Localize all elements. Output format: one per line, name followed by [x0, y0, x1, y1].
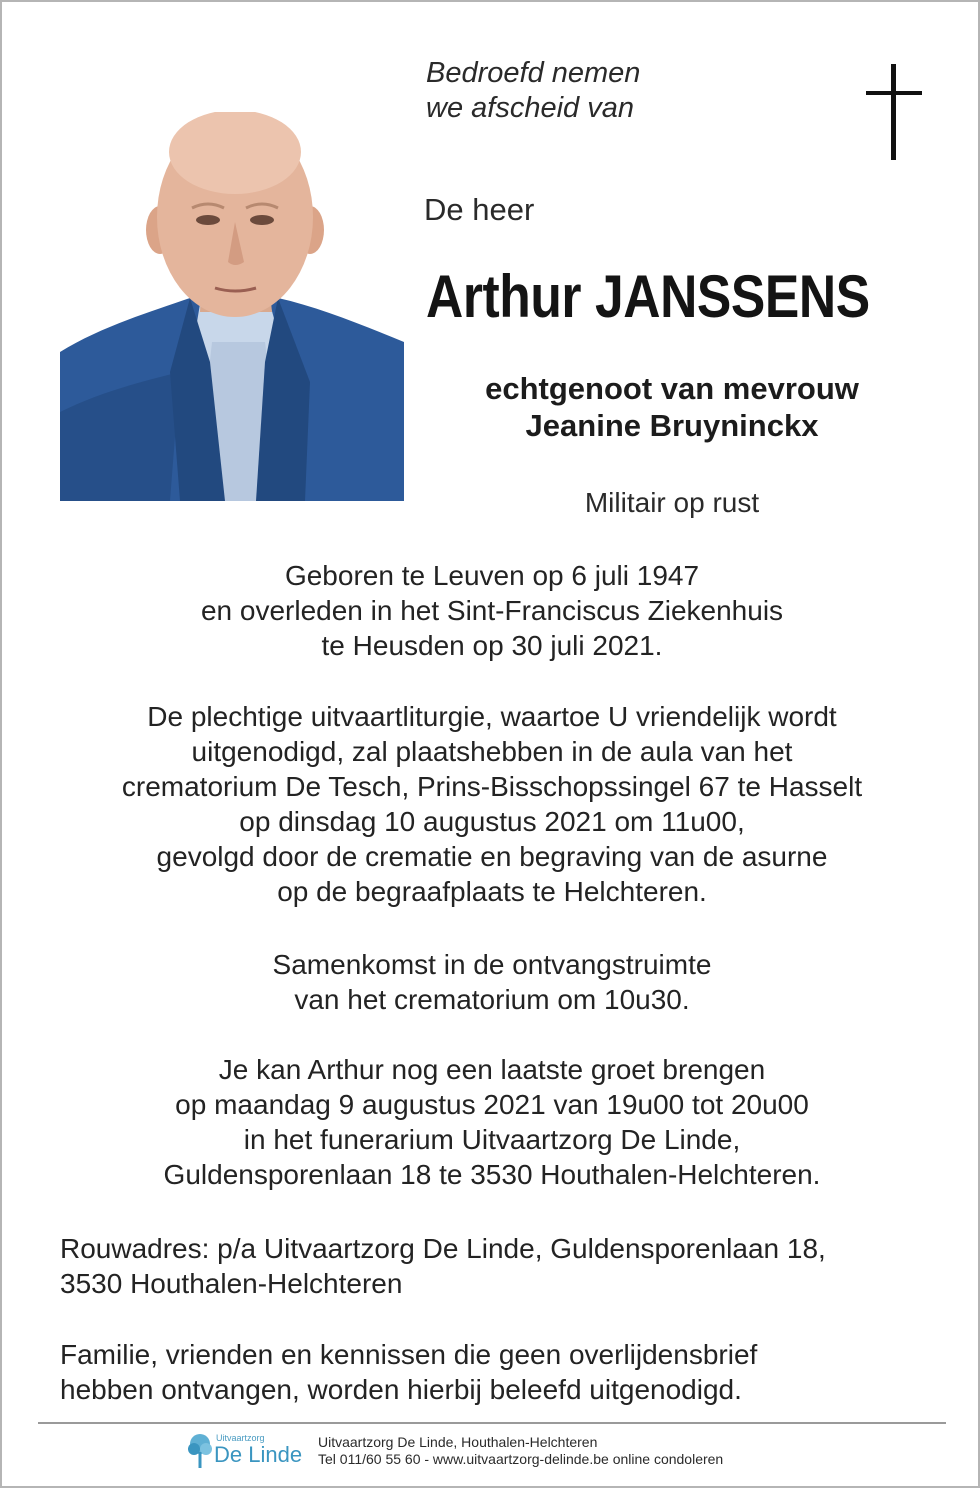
opening-line: Bedroefd nemen — [426, 57, 641, 89]
funeral-home-logo — [186, 1430, 311, 1474]
text-line: De plechtige uitvaartliturgie, waartoe U vriendelijk wordt — [147, 701, 837, 732]
profession: Militair op rust — [584, 487, 760, 518]
text-line: uitgenodigd, zal plaatshebben in de aula van het — [191, 736, 793, 767]
visitation-paragraph — [42, 1052, 942, 1192]
ceremony-paragraph — [42, 699, 942, 909]
text-line: crematorium De Tesch, Prins-Bisschopssingel 67 te Hasselt — [121, 771, 863, 802]
text-line: Je kan Arthur nog een laatste groet brengen — [218, 1054, 766, 1085]
text-line: van het crematorium om 10u30. — [294, 984, 690, 1015]
logo-small-text: Uitvaartzorg — [216, 1433, 265, 1443]
footer-line[interactable]: Tel 011/60 55 60 - www.uitvaartzorg-delinde.be online condoleren — [318, 1451, 724, 1467]
deceased-name: Arthur JANSSENS — [426, 263, 870, 330]
text-line: en overleden in het Sint-Franciscus Ziekenhuis — [200, 595, 784, 626]
text-line: Familie, vrienden en kennissen die geen overlijdensbrief — [60, 1339, 758, 1370]
text-line: hebben ontvangen, worden hierbij beleefd uitgenodigd. — [60, 1374, 742, 1405]
text-line: Rouwadres: p/a Uitvaartzorg De Linde, Guldensporenlaan 18, — [60, 1233, 826, 1264]
text-line: te Heusden op 30 juli 2021. — [321, 630, 663, 661]
text-line: in het funerarium Uitvaartzorg De Linde, — [243, 1124, 741, 1155]
mourning-address — [60, 1231, 940, 1301]
opening-line: we afscheid van — [426, 92, 634, 124]
cross-icon — [864, 64, 926, 162]
text-line: op dinsdag 10 augustus 2021 om 11u00, — [239, 806, 745, 837]
birth-death-paragraph — [42, 558, 942, 663]
text-line: op maandag 9 augustus 2021 van 19u00 tot 20u00 — [175, 1089, 809, 1120]
spouse-line: Jeanine Bruyninckx — [525, 408, 819, 443]
footer-contact — [318, 1434, 723, 1468]
text-line: Samenkomst in de ontvangstruimte — [272, 949, 712, 980]
salutation: De heer — [424, 192, 535, 227]
tree-icon — [186, 1432, 214, 1470]
footer-divider — [38, 1422, 946, 1424]
spouse-info — [422, 370, 922, 444]
portrait-photo — [60, 112, 404, 501]
logo-big-text: De Linde — [214, 1442, 303, 1467]
invitation-note — [60, 1337, 940, 1407]
text-line: op de begraafplaats te Helchteren. — [277, 876, 707, 907]
opening-phrase — [426, 56, 806, 126]
spouse-line: echtgenoot van mevrouw — [485, 371, 859, 406]
gathering-paragraph — [42, 947, 942, 1017]
text-line: Geboren te Leuven op 6 juli 1947 — [284, 560, 700, 591]
text-line: Guldensporenlaan 18 te 3530 Houthalen-Helchteren. — [163, 1159, 821, 1190]
footer-line: Uitvaartzorg De Linde, Houthalen-Helchteren — [318, 1434, 598, 1450]
text-line: 3530 Houthalen-Helchteren — [60, 1268, 403, 1299]
text-line: gevolgd door de crematie en begraving van de asurne — [156, 841, 828, 872]
